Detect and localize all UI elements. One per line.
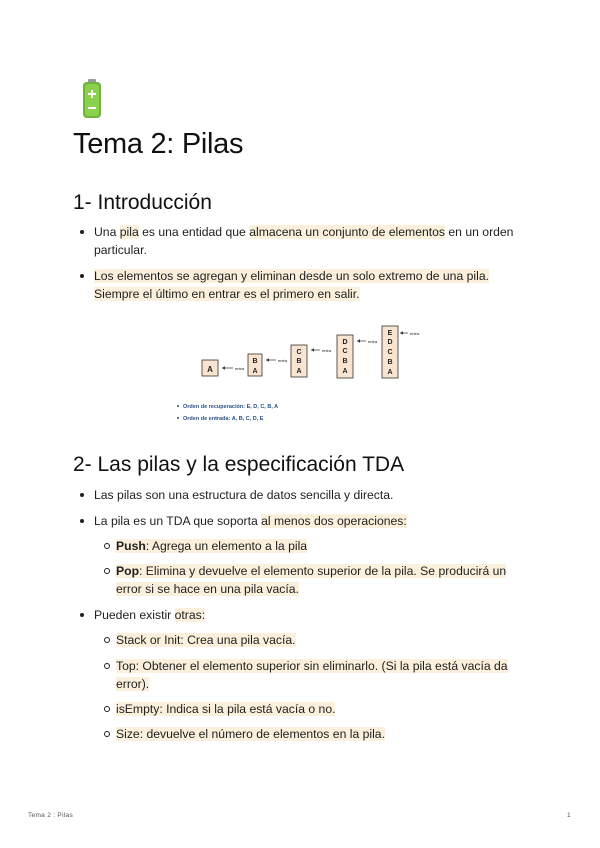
highlight-run: pila [119, 225, 139, 239]
operation-size [116, 725, 516, 743]
text-run: en un orden particular. [94, 225, 514, 257]
stack-diagram [150, 322, 450, 430]
page-title: Tema 2: Pilas [73, 128, 244, 160]
stack-cell: B [342, 358, 348, 365]
arrow-label: entra [278, 358, 288, 363]
operation-text: Top: Obtener el elemento superior sin eliminarlo. (Si la pila está vacía da error). [116, 659, 508, 691]
diagram-notes [177, 404, 278, 422]
tda-bullet-2 [94, 512, 514, 530]
arrow-label: entra [410, 331, 420, 336]
operation-name: Pop [116, 564, 140, 578]
footer-title: Tema 2 : Pilas [28, 812, 74, 819]
operation-pop [116, 562, 516, 598]
highlight-run: Siempre el último en entrar es el primero en salir. [94, 287, 360, 301]
section-heading-tda: 2- Las pilas y la especificación TDA [73, 453, 405, 476]
highlight-run: otras: [174, 608, 206, 622]
highlight-run: almacena un conjunto de elementos [249, 225, 446, 239]
operation-name: Push [116, 539, 146, 553]
tda-bullet-1: Las pilas son una estructura de datos sencilla y directa. [94, 486, 514, 504]
stack-4 [337, 335, 378, 378]
stack-cell: A [296, 368, 302, 375]
highlight-run: al menos dos operaciones: [261, 514, 407, 528]
operation-text: isEmpty: Indica si la pila está vacía o no. [116, 702, 336, 716]
stack-cell: A [207, 365, 213, 374]
text-run: La pila es un TDA que soporta [94, 514, 262, 528]
stack-5 [382, 326, 420, 378]
arrow-label: entra [368, 339, 378, 344]
stack-cell: C [387, 349, 393, 356]
stack-3 [291, 345, 332, 377]
stack-cell: A [387, 369, 393, 376]
stack-cell: D [387, 339, 393, 346]
note-entrada: Orden de entrada: A, B, C, D, E [183, 416, 264, 422]
stack-cell: C [342, 348, 348, 355]
stack-cell: C [296, 349, 302, 356]
operation-text: Size: devuelve el número de elementos en la pila. [116, 727, 385, 741]
operation-top [116, 657, 516, 693]
stack-cell: A [252, 368, 258, 375]
stack-cell: E [387, 330, 393, 337]
intro-bullet-1 [94, 223, 514, 259]
text-run: es una entidad que [138, 225, 250, 239]
operation-desc: : Elimina y devuelve el elemento superior de la pila. Se producirá un error si se hace en una pila vacía. [116, 564, 507, 596]
intro-bullet-2 [94, 267, 514, 303]
stack-2 [248, 354, 288, 376]
stack-1 [202, 360, 245, 376]
footer-page-number: 1 [567, 812, 571, 819]
operation-push [116, 537, 516, 555]
stack-cell: B [252, 358, 258, 365]
stack-cell: B [387, 359, 393, 366]
text-run: Pueden existir [94, 608, 175, 622]
note-recuperacion: Orden de recuperación: E, D, C, B, A [183, 404, 279, 410]
highlight-run: Los elementos se agregan y eliminan desde un solo extremo de una pila. [94, 269, 489, 283]
text-run: Una [94, 225, 120, 239]
stack-cell: A [342, 368, 348, 375]
tda-bullet-3 [94, 606, 514, 624]
operation-isempty [116, 700, 516, 718]
section-heading-introduccion: 1- Introducción [73, 191, 212, 214]
operation-desc: : Agrega un elemento a la pila [145, 539, 308, 553]
operation-text: Stack or Init: Crea una pila vacía. [116, 633, 296, 647]
arrow-label: entra [235, 366, 245, 371]
arrow-label: entra [322, 348, 332, 353]
battery-icon [82, 79, 102, 119]
stack-cell: D [342, 339, 348, 346]
operation-stack-init [116, 631, 516, 649]
stack-cell: B [296, 358, 302, 365]
